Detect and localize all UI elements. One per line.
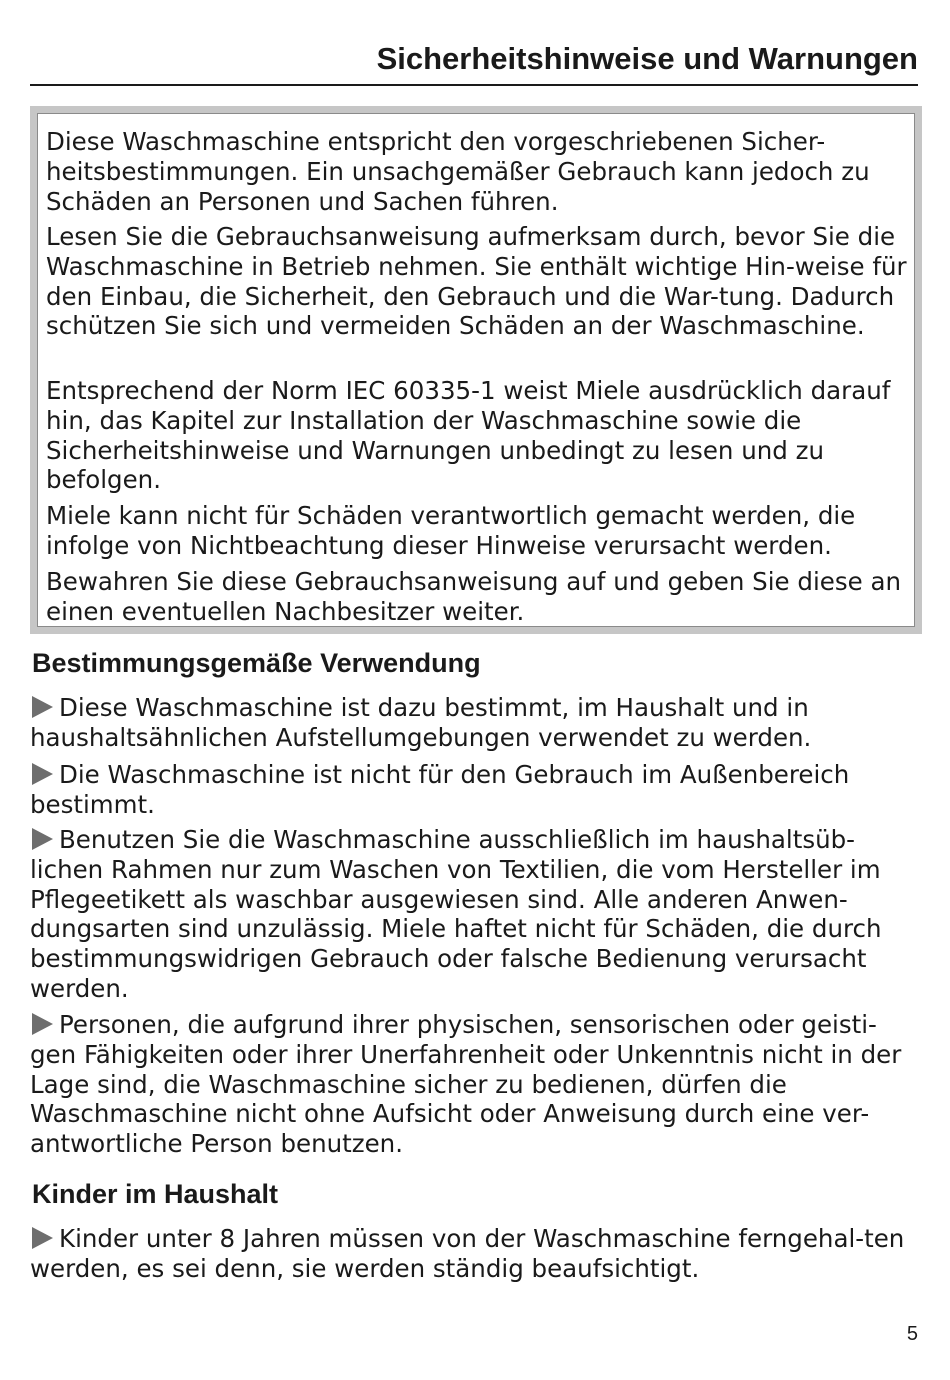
triangle-bullet-icon [32, 1227, 53, 1249]
notice-paragraph: Bewahren Sie diese Gebrauchsanweisung auf und geben Sie diese an einen eventuellen Nachbesitzer weiter. [46, 567, 901, 626]
triangle-bullet-icon [32, 828, 53, 850]
bullet-text: Kinder unter 8 Jahren müssen von der Waschmaschine ferngehal-ten werden, es sei denn, sie werden ständig beaufsichtigt. [30, 1224, 905, 1283]
safety-notice-box [30, 106, 922, 634]
bullet-text: Diese Waschmaschine ist dazu bestimmt, im Haushalt und in haushaltsähnlichen Aufstellumgebungen verwendet zu werden. [30, 693, 812, 752]
bullet-item [30, 760, 920, 820]
section-heading-intended-use: Bestimmungsgemäße Verwendung [32, 648, 481, 678]
section-heading-children: Kinder im Haushalt [32, 1179, 279, 1209]
page-header [30, 40, 918, 86]
bullet-item [30, 1224, 920, 1284]
triangle-bullet-icon [32, 763, 53, 785]
notice-paragraph: Lesen Sie die Gebrauchsanweisung aufmerksam durch, bevor Sie die Waschmaschine in Betrieb nehmen. Sie enthält wichtige Hin-weise für den Einbau, die Sicherheit, den Gebrauch und die War-tung. Dadurch schützen Sie sich und vermeiden Schäden an der Waschmaschine. [46, 222, 907, 341]
notice-paragraph: Entsprechend der Norm IEC 60335-1 weist Miele ausdrücklich darauf hin, das Kapitel zur Installation der Waschmaschine sowie die Sicherheitshinweise und Warnungen unbedingt zu lesen und zu befolgen. [46, 376, 891, 495]
bullet-text: Benutzen Sie die Waschmaschine ausschließlich im haushaltsüb-lichen Rahmen nur zum Waschen von Textilien, die vom Hersteller im Pflegeetikett als waschbar ausgewiesen sind. Alle anderen Anwen-dungsarten sind unzulässig. Miele haftet nicht für Schäden, die durch bestimmungswidrigen Gebrauch oder falsche Bedienung verursacht werden. [30, 825, 882, 1003]
bullet-text: Personen, die aufgrund ihrer physischen, sensorischen oder geisti-gen Fähigkeiten oder ihrer Unerfahrenheit oder Unkenntnis nicht in der Lage sind, die Waschmaschine sicher zu bedienen, dürfen die Waschmaschine nicht ohne Aufsicht oder Anweisung durch eine ver-antwortliche Person benutzen. [30, 1010, 902, 1159]
bullet-item [30, 825, 920, 1004]
bullet-item [30, 1010, 920, 1159]
triangle-bullet-icon [32, 696, 53, 718]
notice-paragraph: Miele kann nicht für Schäden verantwortlich gemacht werden, die infolge von Nichtbeachtung dieser Hinweise verursacht werden. [46, 501, 856, 560]
triangle-bullet-icon [32, 1013, 53, 1035]
bullet-text: Die Waschmaschine ist nicht für den Gebrauch im Außenbereich bestimmt. [30, 760, 850, 819]
notice-paragraph: Diese Waschmaschine entspricht den vorgeschriebenen Sicher-heitsbestimmungen. Ein unsachgemäßer Gebrauch kann jedoch zu Schäden an Personen und Sachen führen. [46, 127, 870, 216]
page-number: 5 [906, 1323, 918, 1345]
page-title: Sicherheitshinweise und Warnungen [376, 41, 918, 76]
bullet-item [30, 693, 920, 753]
